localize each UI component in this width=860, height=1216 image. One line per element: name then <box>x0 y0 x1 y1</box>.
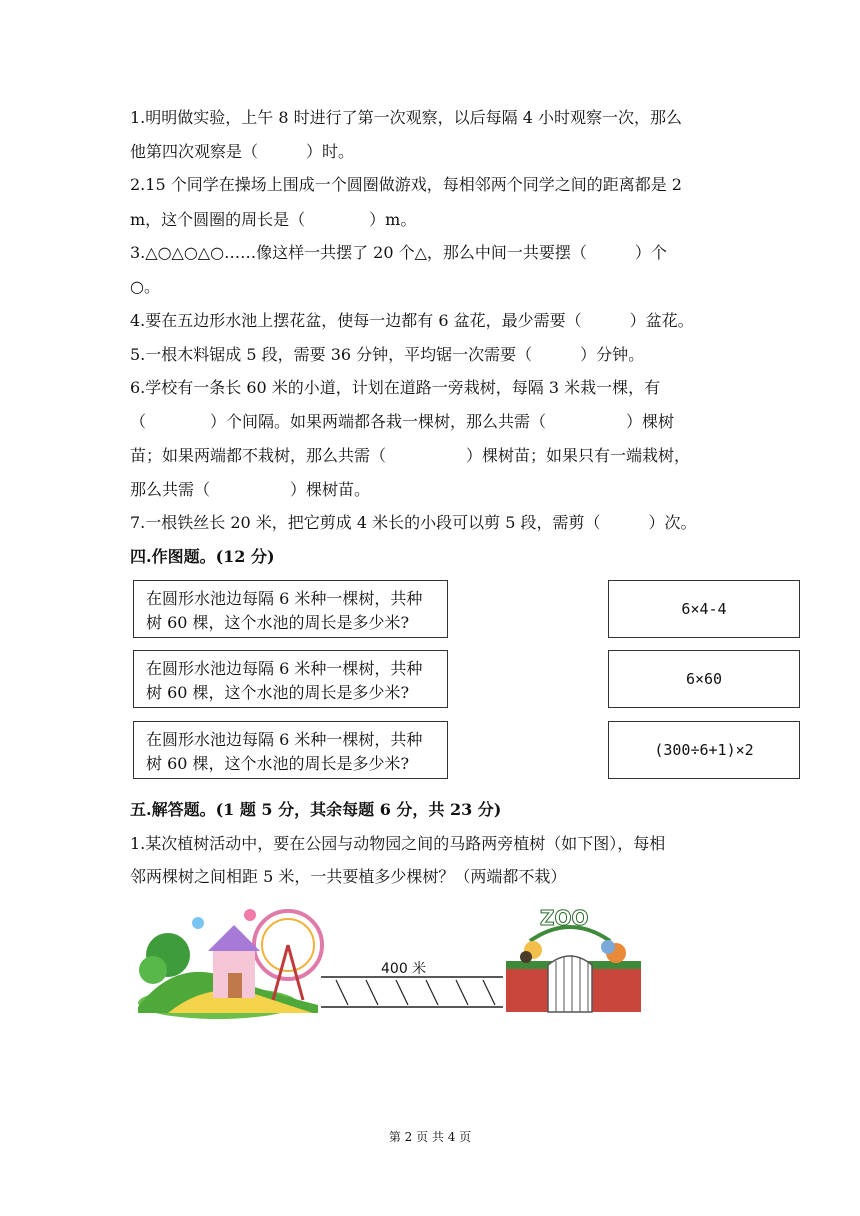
question-line: 1.某次植树活动中，要在公园与动物园之间的马路两旁植树（如下图），每相 <box>130 834 666 853</box>
question-line: m，这个圆圈的周长是（ ）m。 <box>130 210 417 229</box>
question-line: 他第四次观察是（ ）时。 <box>130 142 355 161</box>
question-line: 那么共需（ ）棵树苗。 <box>130 480 371 499</box>
matching-answer-box: (300÷6+1)×2 <box>608 721 800 779</box>
illustration-svg <box>138 895 648 1020</box>
road <box>321 977 503 1007</box>
section-title: 四.作图题。(12 分) <box>130 547 275 566</box>
question-line: 1.明明做实验，上午 8 时进行了第一次观察，以后每隔 4 小时观察一次，那么 <box>130 108 682 127</box>
park-road-zoo-illustration <box>138 895 648 1020</box>
question-line: 3.△○△○△○……像这样一共摆了 20 个△，那么中间一共要摆（ ）个 <box>130 243 667 262</box>
zoo-icon <box>506 927 641 1012</box>
question-line: 7.一根铁丝长 20 米，把它剪成 4 米长的小段可以剪 5 段，需剪（ ）次。 <box>130 513 697 532</box>
park-icon <box>138 909 322 1019</box>
section-title: 五.解答题。(1 题 5 分，其余每题 6 分，共 23 分) <box>130 800 502 819</box>
matching-question-box: 在圆形水池边每隔 6 米种一棵树，共种树 60 棵，这个水池的周长是多少米? <box>133 721 448 779</box>
road-length-label: 400 米 <box>381 961 427 977</box>
question-line: （ ）个间隔。如果两端都各栽一棵树，那么共需（ ）棵树 <box>130 412 675 431</box>
matching-question-box: 在圆形水池边每隔 6 米种一棵树，共种树 60 棵，这个水池的周长是多少米? <box>133 650 448 708</box>
page-footer: 第 2 页 共 4 页 <box>388 1130 472 1144</box>
matching-question-box: 在圆形水池边每隔 6 米种一棵树，共种树 60 棵，这个水池的周长是多少米? <box>133 580 448 638</box>
matching-answer-box: 6×4-4 <box>608 580 800 638</box>
question-line: 5.一根木料锯成 5 段，需要 36 分钟，平均锯一次需要（ ）分钟。 <box>130 345 645 364</box>
matching-answer-box: 6×60 <box>608 650 800 708</box>
question-line: 邻两棵树之间相距 5 米，一共要植多少棵树？（两端都不栽） <box>130 867 567 886</box>
question-line: ○。 <box>130 277 160 296</box>
question-line: 苗；如果两端都不栽树，那么共需（ ）棵树苗；如果只有一端栽树， <box>130 446 691 465</box>
question-line: 4.要在五边形水池上摆花盆，使每一边都有 6 盆花，最少需要（ ）盆花。 <box>130 311 694 330</box>
question-line: 2.15 个同学在操场上围成一个圆圈做游戏，每相邻两个同学之间的距离都是 2 <box>130 175 682 194</box>
question-line: 6.学校有一条长 60 米的小道，计划在道路一旁栽树，每隔 3 米栽一棵，有 <box>130 378 661 397</box>
zoo-sign: ZOO <box>540 906 589 930</box>
